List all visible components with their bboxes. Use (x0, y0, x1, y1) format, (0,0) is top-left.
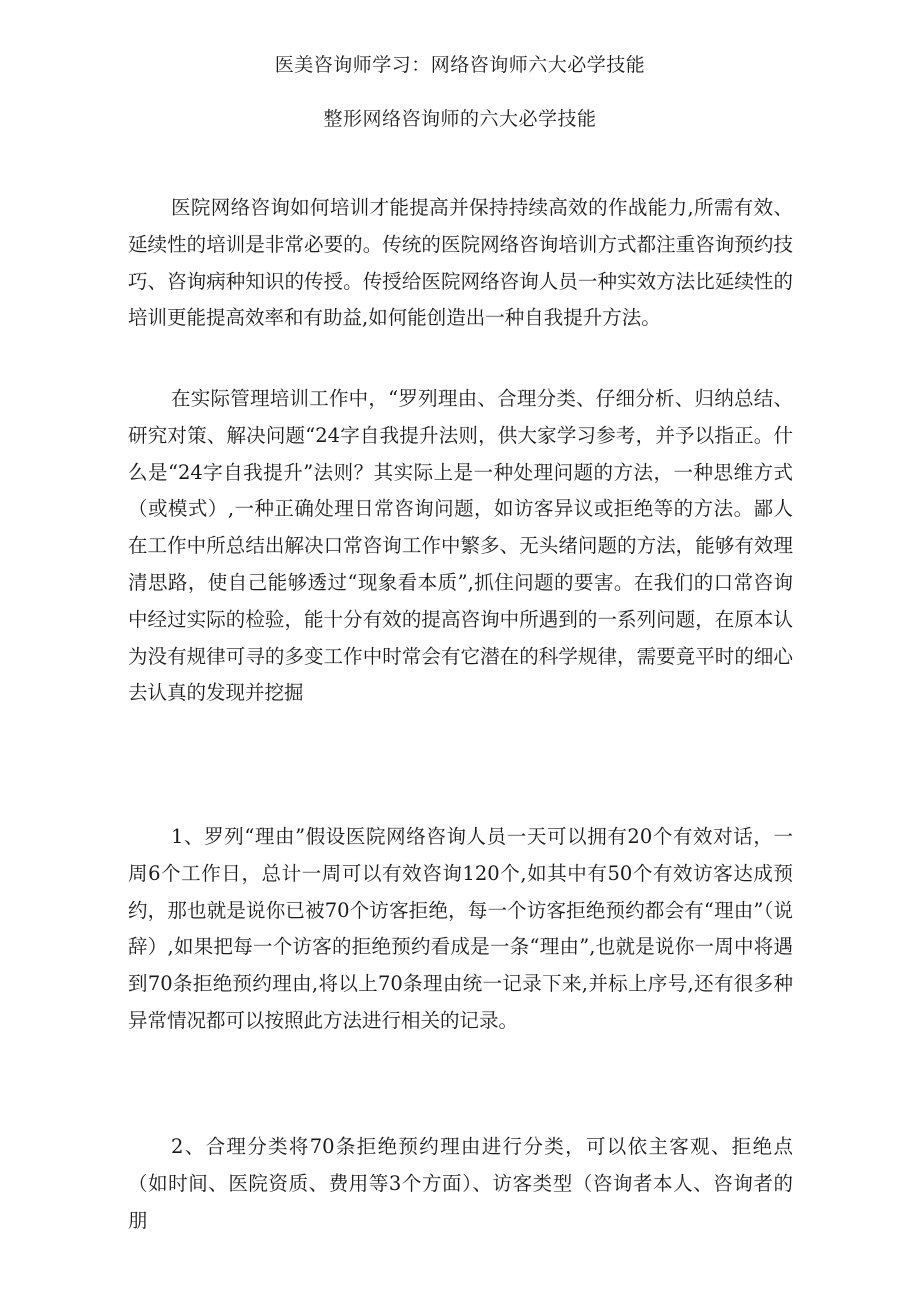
paragraph-intro: 医院网络咨询如何培训才能提高并保持持续高效的作战能力,所需有效、延续性的培训是非常必要的。传统的医院网络咨询培训方式都注重咨询预约技巧、咨询病种知识的传授。传授给医院网络咨询人员一种实效方法比延续性的培训更能提高效率和有助益,如何能创造出一种自我提升方法。 (128, 196, 793, 330)
paragraph-step-1: 1、罗列“理由”假设医院网络咨询人员一天可以拥有20个有效对话，一周6个工作日，总计一周可以有效咨询120个,如其中有50个有效访客达成预约，那也就是说你已被70个访客拒绝，每一个访客拒绝预约都会有“理由”（说辞）,如果把每一个访客的拒绝预约看成是一条“理由”,也就是说你一周中将遇到70条拒绝预约理由,将以上70条理由统一记录下来,并标上序号,还有很多种异常情况都可以按照此方法进行相关的记录。 (128, 825, 793, 1032)
paragraph-method-overview: 在实际管理培训工作中，“罗列理由、合理分类、仔细分析、归纳总结、研究对策、解决问题“24字自我提升法则，供大家学习参考，并予以指正。什么是“24字自我提升”法则？其实际上是一种处理问题的方法，一种思维方式（或模式）,一种正确处理日常咨询问题，如访客异议或拒绝等的方法。鄙人在工作中所总结出解决口常咨询工作中繁多、无头绪问题的方法，能够有效理清思路，使自己能够透过“现象看本质”,抓住问题的要害。在我们的口常咨询中经过实际的检验，能十分有效的提高咨询中所遇到的一系列问题，在原本认为没有规律可寻的多变工作中时常会有它潜在的科学规律，需要竟平时的细心去认真的发现并挖掘 (128, 387, 793, 705)
paragraph-step-2: 2、合理分类将70条拒绝预约理由进行分类，可以依主客观、拒绝点（如时间、医院资质、费用等3个方面）、访客类型（咨询者本人、咨询者的朋 (128, 1135, 793, 1232)
document-subtitle: 整形网络咨询师的六大必学技能 (323, 108, 597, 130)
document-title: 医美咨询师学习：网络咨询师六大必学技能 (274, 54, 646, 76)
